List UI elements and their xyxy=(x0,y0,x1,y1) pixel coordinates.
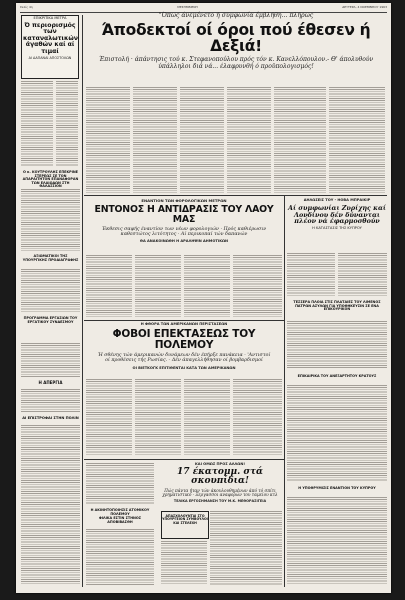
top-story xyxy=(85,13,387,71)
center-kicker: ΕΝΑΝΤΙΟΝ ΤΩΝ ΦΟΡΟΛΟΓΙΚΩΝ ΜΕΤΡΩΝ xyxy=(141,198,227,203)
top-subhead: Έπιστολή · άπάντησις τού κ. Στεφανοπούλου πρός τόν κ. Κανελλόπουλον.- Θ' άπολυθούν ύπάλληλοι διά νά... έλαφρυνθή ό προϋπολογισμός! xyxy=(98,56,374,70)
top-story-bottom-rule xyxy=(84,195,387,196)
bottom-boxed-note xyxy=(161,511,209,539)
bottom-subhead: Πώς πάντα ήταν τών άκουλουθημένων άπό τό σπίτι χρηματιστικό - Ξεργασσοι αναφορών του ταμείου κτλ xyxy=(162,487,278,498)
left-story-4-head: ΠΡΟΓΡΑΜΜΑ ΕΡΓΑΣΙΩΝ ΤΟΥ ΕΡΓΑΤΙΚΟΥ ΣΥΝΔΕΣΜΟΥ xyxy=(23,316,78,324)
right-text-3 xyxy=(287,321,387,369)
war-right-rule xyxy=(284,373,285,587)
newspaper-page xyxy=(16,3,391,593)
right-byline: Η ΚΑΤΑΣΤΑΣΙΣ ΤΗΣ ΚΥΠΡΟΥ xyxy=(312,226,362,231)
center-story xyxy=(86,199,282,244)
war-headline: ΦΟΒΟΙ ΕΠΕΚΤΑΣΕΩΣ ΤΟΥ ΠΟΛΕΜΟΥ xyxy=(112,327,256,351)
top-text-4 xyxy=(227,87,271,193)
page-number: Σελίς 4η xyxy=(20,5,33,9)
center-subhead: Έκθεσις σαφής έναντίον των νέων φορολογιών · Πρός καθιέρωσιν καθεστώτος λιτότητος · Αί περικοπαί τών δαπανών xyxy=(101,226,267,238)
war-story xyxy=(86,323,282,370)
left-story-3 xyxy=(21,255,80,262)
left-text-7 xyxy=(21,425,80,585)
left-story-5 xyxy=(21,381,80,385)
top-text-3 xyxy=(180,87,224,193)
center-byline: ΘΑ ΑΝΑΚΟΙΝΩΘΗ Η ΑΡΑΛΗΨΙΝ ΔΗΜΟΤΙΚΩΝ xyxy=(139,239,229,244)
left-story-2 xyxy=(21,171,80,189)
center-text-2 xyxy=(135,255,181,317)
left-story-3-head: ΑΞΙΩΜΑΤΙΚΟΙ ΤΗΣ ΥΠΟΥΡΓΙΚΗΣ ΠΡΟΔΙΑΓΡΑΦΗΣ xyxy=(22,254,79,262)
right-story-4-head: Η ΥΠΟΘΡΥΜΙΣΙΣ ΕΝΑΝΤΙΟΝ ΤΟΥ ΚΥΠΡΟΥ xyxy=(298,486,376,490)
left-text-4 xyxy=(21,269,80,313)
war-text-3 xyxy=(184,379,230,455)
right-text-4 xyxy=(287,385,387,481)
top-headline: Άποδεκτοί οί όροι πού έθεσεν ή Δεξιά! xyxy=(101,20,371,56)
left-boxed-story xyxy=(21,15,79,79)
left-story-2-head: Ο κ. ΚΟΥΤΡΟΥΛΗΣ ΕΠΕΚΡΙΝΕ ΣΤΕΡΕΩΣ ΣΕ ΤΟΝ ΑΠΑΡΑΙΤΗΤΟΝ ΕΠΑΝΑΦΟΡΑΝ ΤΩΝ ΕΛΑΙΩΔΩΝ ΣΤΗ ΘΑΛΑΣΣΙΟΝ xyxy=(22,170,79,189)
left-text-3 xyxy=(21,189,80,251)
top-kicker: "Όπως άνεμένετο ή συμφωνία έμβλήθη... πλήρως xyxy=(158,12,314,19)
center-headline: ΕΝΤΟΝΟΣ Η ΑΝΤΙΔΡΑΣΙΣ ΤΟΥ ΛΑΟΥ ΜΑΣ xyxy=(94,204,274,226)
right-story xyxy=(287,199,387,231)
bottom-kicker: ΚΑΙ ΟΜΩΣ ΠΡΟΣ ΑΛΛΩΝ! xyxy=(195,462,245,466)
bottom-left-story xyxy=(86,517,154,524)
right-text-5 xyxy=(287,497,387,585)
left-box-byline: ΑΙ ΔΑΠΑΝΑΙ ΑΠΟΣΤΟΛΩΝ xyxy=(28,56,72,61)
top-text-2 xyxy=(133,87,177,193)
bottom-story xyxy=(158,463,282,504)
bottom-headline: 17 έκατομμ. στά σκουπίδια! xyxy=(177,466,263,487)
bottom-text-1 xyxy=(210,511,282,585)
bottom-boxed-note-head: ΑΠΑΣΧΟΛΟΥΝΤΑΙ ΣΤΟ ΥΠΟΥΡΓΕΙΟΝ ΣΥΜΒΟΥΛΟΙ ΚΑΙ ΣΤΕΛΕΧΗ xyxy=(162,514,208,525)
masthead: ΜΕΣΗΜΒΡΙΝΗ xyxy=(177,5,198,9)
left-story-5-head: Η ΑΠΕΡΓΙΑ xyxy=(38,380,63,385)
center-text-4 xyxy=(233,255,282,317)
left-text-5 xyxy=(21,343,80,377)
left-story-4 xyxy=(21,317,80,324)
left-text-1 xyxy=(21,81,53,167)
right-story-3 xyxy=(288,375,386,379)
page-date: ΔΕΥΤΕΡΑ, 4 ΝΟΕΜΒΡΙΟΥ 1963 xyxy=(342,5,387,9)
right-story-2 xyxy=(288,301,386,312)
war-story-top-rule xyxy=(84,320,284,321)
center-text-1 xyxy=(86,255,132,317)
left-story-6-head: ΑΙ ΕΠΙΣΤΡΟΦΑΙ ΣΤΗΝ ΠΟΛΙΝ xyxy=(22,416,79,420)
right-headline: Αί συμφωνίαι Ζυρίχης καί Λονδίνου δέν δύνανται πλέον νά έφαρμοσθούν xyxy=(288,203,386,226)
right-text-1 xyxy=(287,253,335,297)
left-text-2 xyxy=(56,81,78,167)
right-kicker: ΔΗΛΩΣΕΙΣ ΤΟΥ - ΗΟΒΑ ΜΠΡΑΙΚΙΡ xyxy=(303,198,371,202)
top-text-6 xyxy=(329,87,385,193)
top-text-5 xyxy=(274,87,326,193)
right-text-2 xyxy=(338,253,387,297)
bottom-center-story-head: Η ΑΚΙΝΗΤΟΠΟΙΗΣΙΣ ΑΤΟΜΙΚΟΥ ΠΟΛΕΜΟΥ xyxy=(90,508,150,516)
war-subhead: Ή σθένης τών άμερικανών δυνάμεων δέν έπήρξε πανάκεια · 'Αντιστοί οί προθέσεις τής Ρωσίας. - Δέν άπαγελλήθησαν οί βομβαρδισμοί xyxy=(97,352,271,364)
bottom-section-rule xyxy=(84,459,284,460)
top-text-1 xyxy=(86,87,130,193)
right-story-3-head: ΕΠΙΚΑΙΡΙΚΑ ΤΟΥ ΑΝΕΞΑΡΤΗΤΟΥ ΚΡΑΤΟΥΣ xyxy=(297,374,377,378)
bottom-left-col xyxy=(86,463,154,516)
war-text-2 xyxy=(135,379,181,455)
bottom-left-story-head: ΦΙΛΙΚΑ ΕΣΤΙΝ ΣΤΗΝΟΣ ΑΠΟΒΙΒΑΣΘΗ xyxy=(98,516,142,524)
bottom-left-text-2 xyxy=(86,529,154,585)
center-right-rule xyxy=(284,195,285,373)
center-text-3 xyxy=(184,255,230,317)
right-story-2-head: ΤΕΣΣΕΡΑ ΠΛΟΙΑ ΣΤΙΣ ΠΛΑΤΑΙΕΣ ΤΟΥ ΛΙΜΕΝΟΣ ΠΑΤΡΩΝ ΑΣΥΛΩΝ ΓΙΑ ΥΠΟΘΗΚΕΥΣΙΝ ΣΕ ΕΝΑ ΕΠΙΚΟΥΡΙΚΟΝ xyxy=(293,300,381,312)
bottom-byline: ΤΕΛΙΚΑ ΕΡΓΟΣΗΜΑΝΣΗ ΤΟΥ Μ.Κ. ΜΕΘΟΡΑΣΙΓΕΙΑ xyxy=(173,499,267,504)
war-text-1 xyxy=(86,379,132,455)
war-text-4 xyxy=(233,379,282,455)
left-box-label: ΕΠΙΚΡΙΤΙΚΑ ΜΕΤΡΑ xyxy=(33,16,67,20)
war-kicker: Η ΦΘΟΡΑ ΤΩΝ ΑΜΕΡΙΚΑΝΩΝ ΠΕΡΙΣΤΑΣΕΩΝ xyxy=(140,322,228,326)
bottom-text-2 xyxy=(161,541,207,585)
left-text-6 xyxy=(21,389,80,413)
bottom-left-text xyxy=(86,463,154,505)
left-column-rule xyxy=(82,15,83,587)
war-byline: ΟΙ ΒΙΕΤΚΟΓΚ ΕΠΙΤΙΘΕΝΤΑΙ ΚΑΤΑ ΤΩΝ ΑΜΕΡΙΚΑΝΩΝ xyxy=(132,365,236,370)
left-box-title: Ό περιορισμός των καταναλωτικών άγαθών καί αί τιμαί xyxy=(23,21,78,55)
right-story-4 xyxy=(288,487,386,491)
left-story-6 xyxy=(21,417,80,421)
